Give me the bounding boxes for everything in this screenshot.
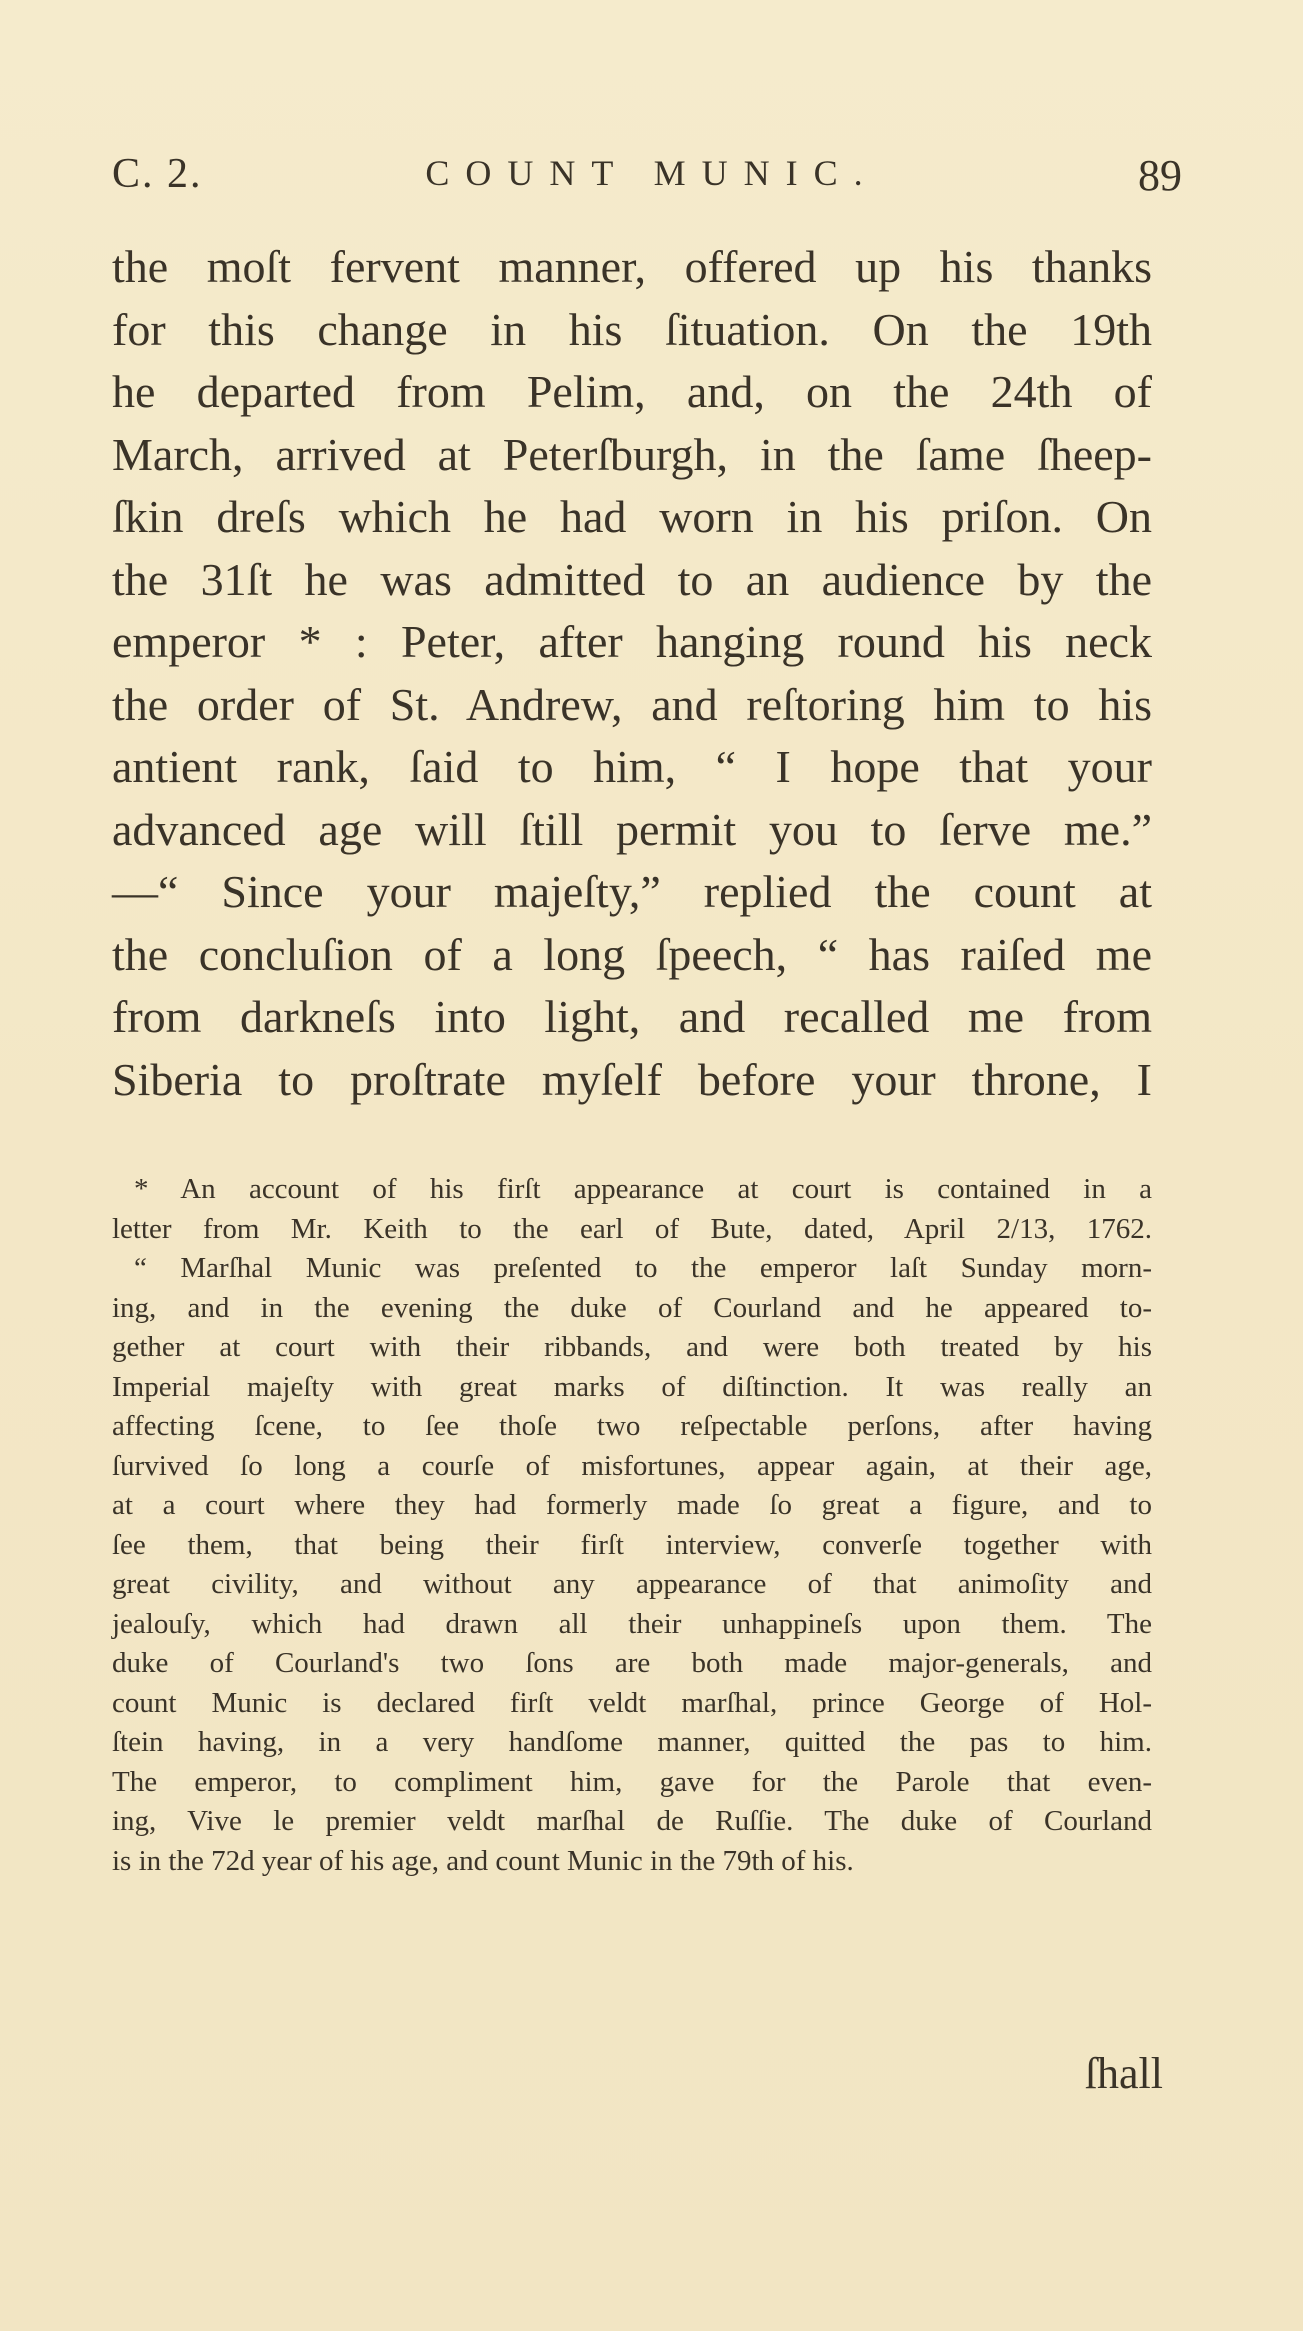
- footnote-line: affecting ſcene, to ſee thoſe two reſpectable perſons, after having: [112, 1410, 1152, 1442]
- page-number: 89: [1138, 151, 1182, 200]
- footnote-line: ing, and in the evening the duke of Courland and he appeared to-: [112, 1291, 1152, 1324]
- footnote: [112, 1170, 1152, 1881]
- footnote-line: count Munic is declared firſt veldt marſhal, prince George of Hol-: [112, 1686, 1152, 1719]
- footnote-line: ſtein having, in a very handſome manner, quitted the pas to him.: [112, 1726, 1152, 1758]
- footnote-line: duke of Courland's two ſons are both made major-generals, and: [112, 1647, 1152, 1679]
- running-head: COUNT MUNIC.: [425, 153, 879, 193]
- text-line: the order of St. Andrew, and reſtoring him to his: [112, 678, 1152, 730]
- footnote-line: is in the 72d year of his age, and count Munic in the 79th of his.: [112, 1844, 854, 1877]
- text-line: the concluſion of a long ſpeech, “ has raiſed me: [112, 928, 1152, 980]
- text-line: Siberia to proſtrate myſelf before your throne, I: [112, 1053, 1152, 1105]
- chapter-signature: C. 2.: [112, 151, 203, 197]
- footnote-line: “ Marſhal Munic was preſented to the emperor laſt Sunday morn-: [134, 1252, 1152, 1284]
- text-line: from darkneſs into light, and recalled me from: [112, 991, 1152, 1042]
- text-line: the moſt fervent manner, offered up his thanks: [112, 241, 1152, 292]
- text-line: for this change in his ſituation. On the 19th: [112, 303, 1152, 355]
- text-line: antient rank, ſaid to him, “ I hope that your: [112, 741, 1152, 792]
- main-text: [112, 236, 1152, 1111]
- text-line: emperor * : Peter, after hanging round his neck: [112, 616, 1152, 667]
- footnote-line: Imperial majeſty with great marks of diſtinction. It was really an: [112, 1370, 1152, 1403]
- text-line: ſkin dreſs which he had worn in his priſon. On: [112, 491, 1152, 542]
- footnote-line: at a court where they had formerly made ſo great a figure, and to: [112, 1489, 1152, 1521]
- footnote-line: jealouſy, which had drawn all their unhappineſs upon them. The: [112, 1607, 1152, 1640]
- footnote-line: gether at court with their ribbands, and were both treated by his: [112, 1331, 1152, 1363]
- text-line: the 31ſt he was admitted to an audience by the: [112, 553, 1152, 605]
- footnote-line: ſee them, that being their firſt interview, converſe together with: [112, 1528, 1152, 1561]
- catchword: ſhall: [1084, 2049, 1163, 2098]
- text-line: advanced age will ſtill permit you to ſerve me.”: [112, 803, 1152, 855]
- page-header: [112, 150, 1192, 210]
- footnote-line: ing, Vive le premier veldt marſhal de Ruſſie. The duke of Courland: [112, 1805, 1152, 1837]
- footnote-line: ſurvived ſo long a courſe of misfortunes, appear again, at their age,: [112, 1449, 1152, 1482]
- footnote-line: The emperor, to compliment him, gave for the Parole that even-: [112, 1765, 1152, 1798]
- text-line: he departed from Pelim, and, on the 24th of: [112, 366, 1152, 417]
- text-line: —“ Since your majeſty,” replied the count at: [112, 866, 1152, 917]
- text-line: March, arrived at Peterſburgh, in the ſame ſheep-: [112, 428, 1152, 480]
- footnote-line: * An account of his firſt appearance at court is contained in a: [134, 1173, 1152, 1205]
- footnote-line: letter from Mr. Keith to the earl of Bute, dated, April 2/13, 1762.: [112, 1212, 1152, 1245]
- footnote-line: great civility, and without any appearance of that animoſity and: [112, 1568, 1152, 1600]
